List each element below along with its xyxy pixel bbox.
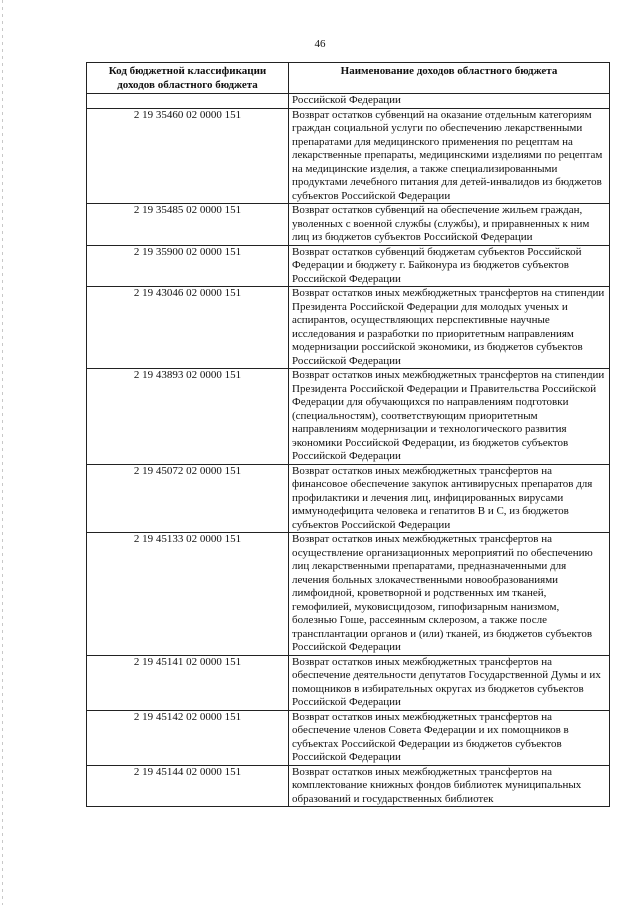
table-cell-code: 2 19 45072 02 0000 151 [87, 464, 289, 533]
page-number: 46 [314, 38, 326, 50]
table-cell-name: Возврат остатков иных межбюджетных трансфертов на осуществление организационных мероприятий по обеспечению лиц лекарственными препаратами, предназначенными для лечения больных злокачественными новообразованиями лимфоидной, кроветворной и родственных им тканей, гемофилией, муковисцидозом, гипофизарным нанизмом, болезнью Гоше, рассеянным склерозом, а также после трансплантации органов и (или) тканей, из бюджетов субъектов Российской Федерации [289, 533, 610, 656]
table-row [87, 655, 610, 710]
table-row [87, 533, 610, 656]
table-row [87, 765, 610, 807]
budget-classification-table [86, 62, 610, 807]
table-row-continuation [87, 94, 610, 109]
table-row [87, 369, 610, 465]
table-cell-code: 2 19 43893 02 0000 151 [87, 369, 289, 465]
table-cell-code: 2 19 35900 02 0000 151 [87, 245, 289, 287]
table-cell-code: 2 19 45142 02 0000 151 [87, 710, 289, 765]
table-cell-code: 2 19 35460 02 0000 151 [87, 108, 289, 204]
table-row [87, 710, 610, 765]
table-row [87, 108, 610, 204]
table-cell-name: Возврат остатков субвенций на обеспечение жильем граждан, уволенных с военной службы (службы), и приравненных к ним лиц из бюджетов субъектов Российской Федерации [289, 204, 610, 246]
table-cell-code: 2 19 43046 02 0000 151 [87, 287, 289, 369]
table-cell-name: Возврат остатков субвенций на оказание отдельным категориям граждан социальной услуги по обеспечению лекарственными препаратами для медицинского применения по рецептам на лекарственные препараты, медицинскими изделиями по рецептам на медицинские изделия, а также специализированными продуктами лечебного питания для детей-инвалидов из бюджетов субъектов Российской Федерации [289, 108, 610, 204]
table-cell-name: Возврат остатков иных межбюджетных трансфертов на стипендии Президента Российской Федерации и Правительства Российской Федерации для обучающихся по направлениям подготовки (специальностям), соответствующим приоритетным направлениям модернизации и технологического развития экономики Российской Федерации, из бюджетов субъектов Российской Федерации [289, 369, 610, 465]
header-code: Код бюджетной классификации доходов областного бюджета [87, 63, 289, 94]
scan-edge-artifact [2, 0, 3, 905]
table-cell-code-empty [87, 94, 289, 109]
table-cell-name: Возврат остатков субвенций бюджетам субъектов Российской Федерации и бюджету г. Байконура из бюджетов субъектов Российской Федерации [289, 245, 610, 287]
table-header-row [87, 63, 610, 94]
table-cell-name: Возврат остатков иных межбюджетных трансфертов на обеспечение деятельности депутатов Государственной Думы и их помощников в избирательных округах из бюджетов субъектов Российской Федерации [289, 655, 610, 710]
table-row [87, 464, 610, 533]
header-name: Наименование доходов областного бюджета [289, 63, 610, 94]
table-cell-code: 2 19 45141 02 0000 151 [87, 655, 289, 710]
table-cell-code: 2 19 35485 02 0000 151 [87, 204, 289, 246]
table-cell-name: Возврат остатков иных межбюджетных трансфертов на комплектование книжных фондов библиотек муниципальных образований и государственных библиотек [289, 765, 610, 807]
table-cell-name: Возврат остатков иных межбюджетных трансфертов на финансовое обеспечение закупок антивирусных препаратов для профилактики и лечения лиц, инфицированных вирусами иммунодефицита человека и гепатитов B и C, из бюджетов субъектов Российской Федерации [289, 464, 610, 533]
table-cell-name: Возврат остатков иных межбюджетных трансфертов на стипендии Президента Российской Федерации для молодых ученых и аспирантов, осуществляющих перспективные научные исследования и разработки по приоритетным направлениям модернизации российской экономики, из бюджетов субъектов Российской Федерации [289, 287, 610, 369]
table-row [87, 204, 610, 246]
table-cell-code: 2 19 45144 02 0000 151 [87, 765, 289, 807]
table-cell-code: 2 19 45133 02 0000 151 [87, 533, 289, 656]
table-row [87, 287, 610, 369]
table-cell-continuation: Российской Федерации [289, 94, 610, 109]
table-cell-name: Возврат остатков иных межбюджетных трансфертов на обеспечение членов Совета Федерации и их помощников в субъектах Российской Федерации из бюджетов субъектов Российской Федерации [289, 710, 610, 765]
table-row [87, 245, 610, 287]
table-body [87, 94, 610, 807]
